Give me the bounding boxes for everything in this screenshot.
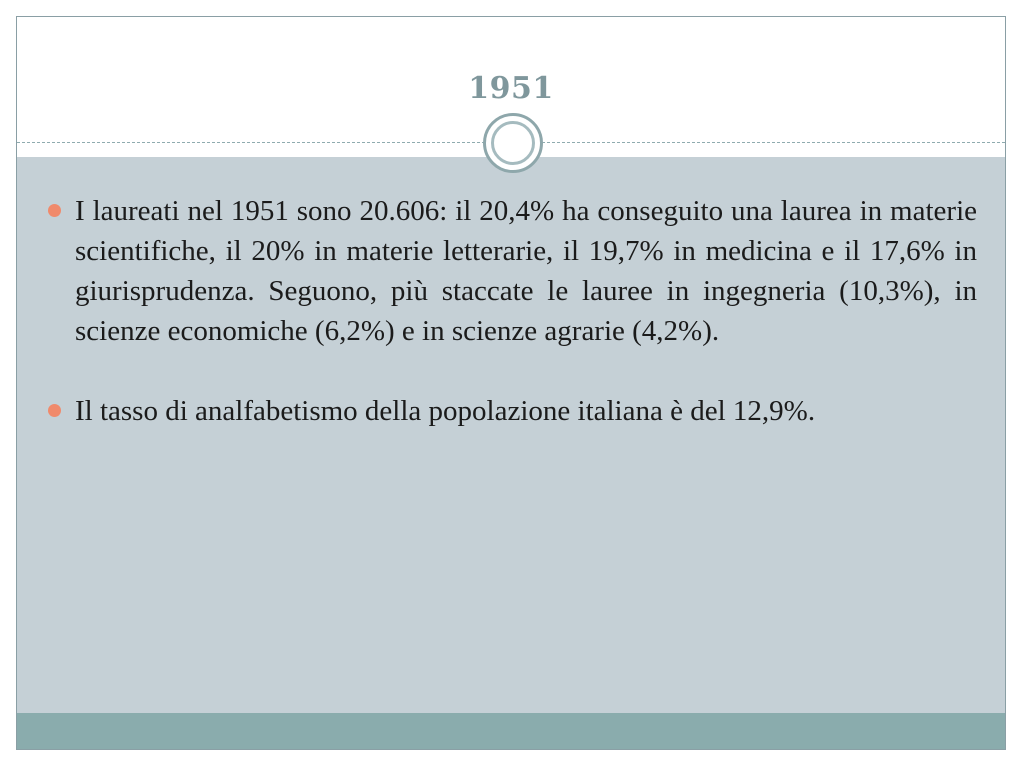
- bullet-dot-icon: [48, 204, 61, 217]
- bullet-text: Il tasso di analfabetismo della popolazione italiana è del 12,9%.: [75, 395, 816, 427]
- content-panel: [17, 157, 1005, 715]
- bullet-list: [47, 191, 977, 471]
- slide-title: 1951: [468, 71, 554, 106]
- slide: [16, 16, 1006, 750]
- bullet-item-illiteracy: [47, 391, 977, 431]
- bullet-item-graduates: [47, 191, 977, 351]
- circle-ornament-inner: [491, 121, 535, 165]
- bullet-dot-icon: [48, 404, 61, 417]
- circle-ornament-icon: [483, 113, 543, 173]
- bullet-text: I laureati nel 1951 sono 20.606: il 20,4% ha conseguito una laurea in materie scientifiche, il 20% in materie letterarie, il 19,7% in medicina e il 17,6% in giurisprudenza. Seguono, più staccate le lauree in ingegneria (10,3%), in scienze economiche (6,2%) e in scienze agrarie (4,2%).: [75, 195, 977, 347]
- footer-bar: [17, 713, 1005, 749]
